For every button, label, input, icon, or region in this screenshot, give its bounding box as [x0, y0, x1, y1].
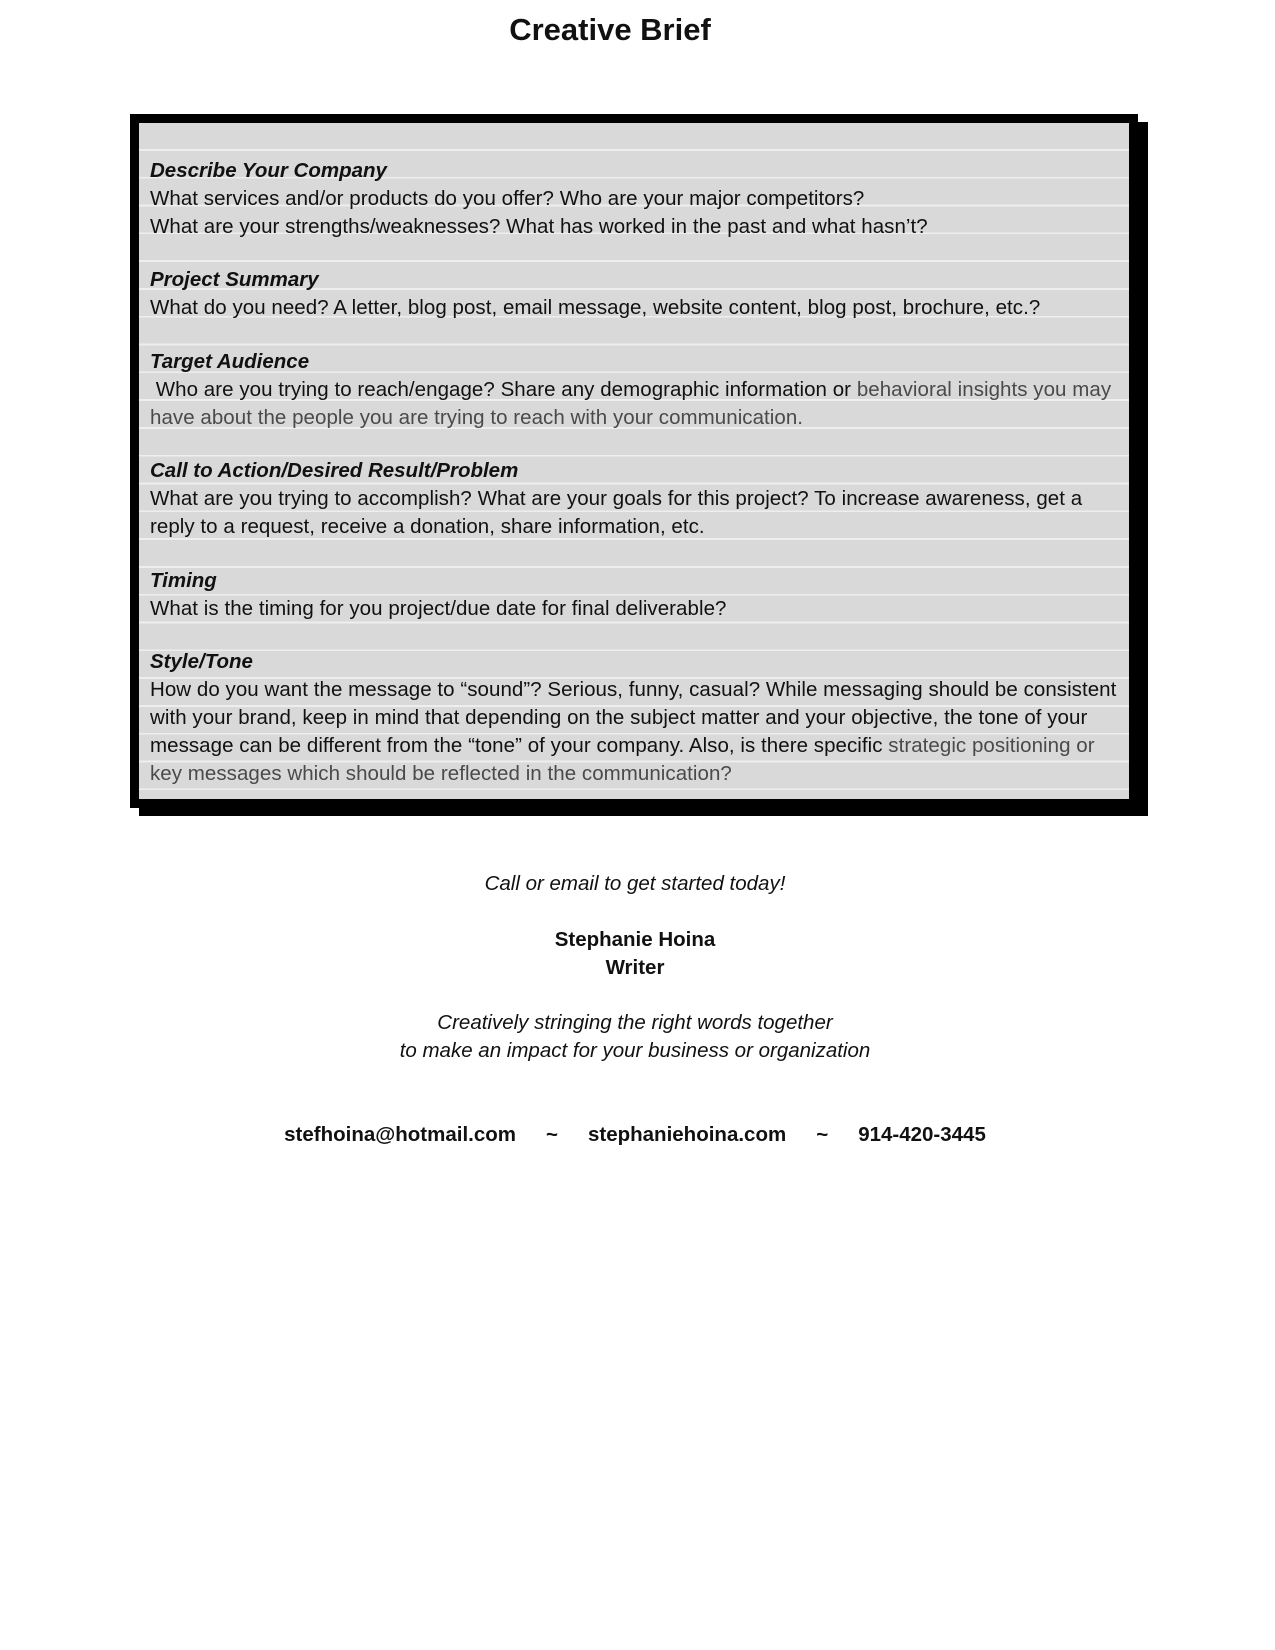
section-timing [150, 567, 1119, 623]
section-text-faded: strategic positioning or key messages which should be reflected in the communication? [150, 733, 1095, 785]
section-text [150, 376, 1119, 432]
section-heading: Target Audience [150, 349, 310, 373]
brief-box [130, 114, 1138, 808]
page-title: Creative Brief [509, 12, 711, 47]
phone-number[interactable]: 914-420-3445 [858, 1123, 986, 1146]
contact-name: Stephanie Hoina [554, 928, 716, 951]
section-target-audience [150, 348, 1119, 431]
website-link[interactable]: stephaniehoina.com [587, 1123, 787, 1146]
section-describe-company [150, 157, 1119, 240]
section-text: What are you trying to accomplish? What are your goals for this project? To increase awareness, get a reply to a request, receive a donation, share information, etc. [150, 487, 1083, 538]
tagline-line-1: Creatively stringing the right words together [437, 1011, 833, 1034]
contact-role: Writer [605, 956, 665, 979]
tagline-line-2: to make an impact for your business or organization [399, 1039, 871, 1062]
section-text-main: Who are you trying to reach/engage? Share any demographic information or [150, 377, 857, 401]
section-call-to-action [150, 457, 1119, 540]
section-text-line: What do you need? A letter, blog post, email message, website content, blog post, brochure, etc.? [150, 296, 1041, 320]
contact-row [0, 1121, 1270, 1149]
separator: ~ [546, 1123, 558, 1146]
section-text-line: What services and/or products do you offer? Who are your major competitors? [150, 186, 865, 210]
contact-footer [0, 870, 1270, 1149]
section-text-line: What are your strengths/weaknesses? What has worked in the past and what hasn’t? [150, 214, 928, 238]
email-link[interactable]: stefhoina@hotmail.com [284, 1123, 516, 1146]
section-heading: Call to Action/Desired Result/Problem [150, 459, 519, 483]
section-text-main: How do you want the message to “sound”? Serious, funny, casual? While messaging should be consistent with your brand, keep in mind that depending on the subject matter and your objective, the tone of your message can be different from the “tone” of your company. Also, is there specific [150, 678, 1117, 757]
section-project-summary [150, 266, 1119, 322]
section-heading: Style/Tone [150, 650, 253, 674]
section-style-tone [150, 648, 1119, 787]
section-heading: Timing [150, 568, 217, 592]
section-heading: Project Summary [150, 268, 319, 292]
section-heading: Describe Your Company [150, 159, 387, 182]
brief-content [139, 123, 1129, 799]
separator: ~ [816, 1123, 829, 1146]
call-to-action-text: Call or email to get started today! [484, 872, 786, 895]
section-text: What is the timing for you project/due date for final deliverable? [150, 596, 727, 620]
section-text [150, 676, 1119, 787]
section-text-faded: behavioral insights you may have about the people you are trying to reach with your communication. [150, 377, 1112, 429]
